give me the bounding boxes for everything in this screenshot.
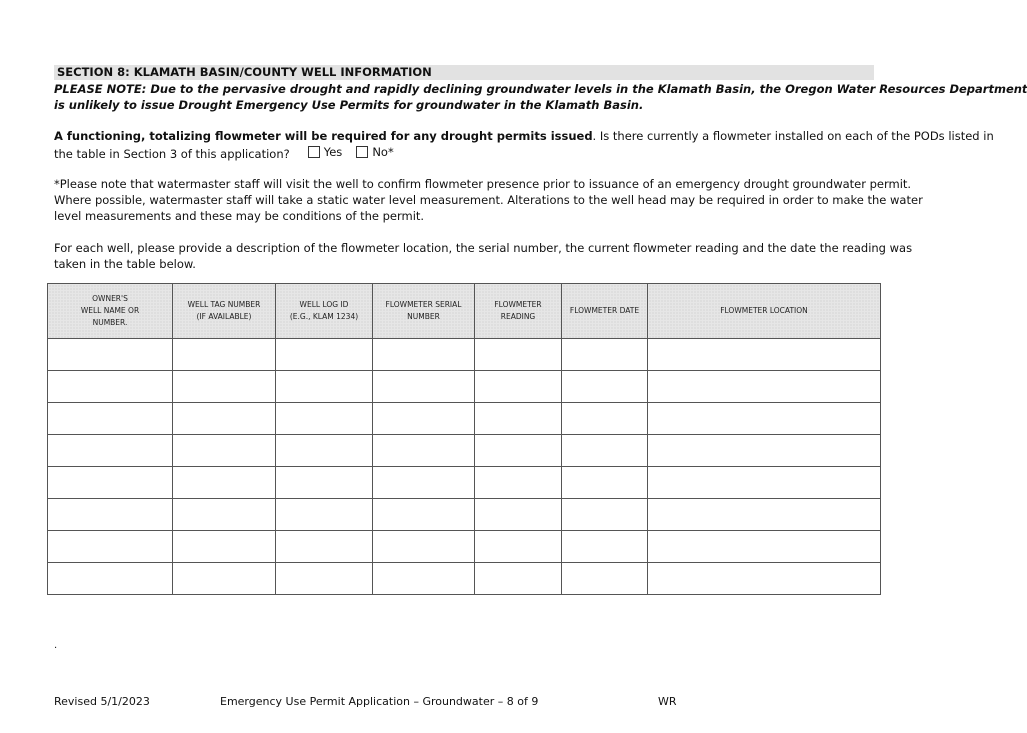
header-flowmeter-date <box>562 284 648 339</box>
footer-revised: Revised 5/1/2023 <box>54 695 150 708</box>
table-cell[interactable] <box>562 563 648 595</box>
table-cell[interactable] <box>648 563 881 595</box>
instructions-line: For each well, please provide a description of the flowmeter location, the serial number, the current flowmeter reading and the date the reading was <box>54 241 913 255</box>
flowmeter-requirement-bold: A functioning, totalizing flowmeter will be required for any drought permits issued <box>54 129 593 143</box>
table-cell[interactable] <box>475 499 562 531</box>
table-cell[interactable] <box>648 435 881 467</box>
table-cell[interactable] <box>373 435 475 467</box>
table-cell[interactable] <box>562 339 648 371</box>
table-cell[interactable] <box>475 371 562 403</box>
flowmeter-question-end: the table in Section 3 of this application? <box>54 147 290 161</box>
flowmeter-question-line <box>54 144 894 162</box>
table-cell[interactable] <box>648 531 881 563</box>
table-row <box>48 531 881 563</box>
table-cell[interactable] <box>373 499 475 531</box>
table-row <box>48 339 881 371</box>
table-cell[interactable] <box>276 403 373 435</box>
table-cell[interactable] <box>276 531 373 563</box>
table-header-row <box>48 284 881 339</box>
header-line: (IF AVAILABLE) <box>196 312 252 321</box>
header-line: WELL LOG ID <box>299 300 349 309</box>
watermaster-note <box>54 176 923 224</box>
table-cell[interactable] <box>276 499 373 531</box>
table-cell[interactable] <box>173 467 276 499</box>
table-cell[interactable] <box>648 403 881 435</box>
please-note-line: PLEASE NOTE: Due to the pervasive drought and rapidly declining groundwater levels in the Klamath Basin, the Oregon Water Resources Department <box>54 82 1027 96</box>
table-cell[interactable] <box>48 435 173 467</box>
table-cell[interactable] <box>648 371 881 403</box>
table-cell[interactable] <box>173 435 276 467</box>
table-cell[interactable] <box>48 467 173 499</box>
footer-code: WR <box>658 695 677 708</box>
table-row <box>48 371 881 403</box>
table-cell[interactable] <box>173 371 276 403</box>
table-cell[interactable] <box>173 499 276 531</box>
table-row <box>48 467 881 499</box>
table-cell[interactable] <box>48 531 173 563</box>
instructions <box>54 240 913 272</box>
yes-label: Yes <box>323 145 343 159</box>
table-cell[interactable] <box>475 435 562 467</box>
table-cell[interactable] <box>648 499 881 531</box>
table-cell[interactable] <box>373 371 475 403</box>
table-cell[interactable] <box>475 563 562 595</box>
please-note <box>54 81 1027 113</box>
table-cell[interactable] <box>276 435 373 467</box>
table-cell[interactable] <box>475 403 562 435</box>
table-cell[interactable] <box>648 339 881 371</box>
no-checkbox[interactable] <box>356 146 368 158</box>
no-option[interactable] <box>356 144 393 160</box>
table-row <box>48 403 881 435</box>
header-line: NUMBER <box>407 312 440 321</box>
header-line: NUMBER. <box>92 318 128 327</box>
header-line: WELL NAME OR <box>80 306 140 315</box>
watermaster-note-line: *Please note that watermaster staff will visit the well to confirm flowmeter presence prior to issuance of an emergency drought groundwater permit. <box>54 177 912 191</box>
table-row <box>48 563 881 595</box>
stray-mark: . <box>54 640 58 651</box>
header-line: WELL TAG NUMBER <box>187 300 261 309</box>
table-cell[interactable] <box>562 435 648 467</box>
header-line: (E.G., KLAM 1234) <box>289 312 359 321</box>
table-cell[interactable] <box>475 531 562 563</box>
table-cell[interactable] <box>48 563 173 595</box>
table-cell[interactable] <box>562 403 648 435</box>
header-line: OWNER'S <box>92 294 128 303</box>
header-flowmeter-serial <box>373 284 475 339</box>
table-cell[interactable] <box>373 531 475 563</box>
watermaster-note-line: level measurements and these may be conditions of the permit. <box>54 209 425 223</box>
section-header: SECTION 8: KLAMATH BASIN/COUNTY WELL INFORMATION <box>54 65 874 80</box>
table-cell[interactable] <box>276 339 373 371</box>
table-cell[interactable] <box>648 467 881 499</box>
watermaster-note-line: Where possible, watermaster staff will take a static water level measurement. Alterations to the well head may be required in order to make the water <box>54 193 923 207</box>
header-well-tag-number <box>173 284 276 339</box>
yes-option[interactable] <box>308 144 343 160</box>
flowmeter-question-text: . Is there currently a flowmeter installed on each of the PODs listed in <box>592 129 994 143</box>
footer-title: Emergency Use Permit Application – Groundwater – 8 of 9 <box>220 695 539 708</box>
header-line: FLOWMETER DATE <box>569 306 640 315</box>
table-cell[interactable] <box>48 499 173 531</box>
table-cell[interactable] <box>475 467 562 499</box>
table-cell[interactable] <box>373 403 475 435</box>
table-cell[interactable] <box>373 467 475 499</box>
table-cell[interactable] <box>48 371 173 403</box>
table-row <box>48 435 881 467</box>
table-cell[interactable] <box>276 467 373 499</box>
flowmeter-requirement <box>54 128 994 162</box>
table-cell[interactable] <box>475 339 562 371</box>
table-cell[interactable] <box>562 371 648 403</box>
no-label: No* <box>372 145 394 159</box>
table-cell[interactable] <box>173 403 276 435</box>
table-cell[interactable] <box>276 563 373 595</box>
header-line: FLOWMETER <box>494 300 542 309</box>
yes-checkbox[interactable] <box>308 146 320 158</box>
table-cell[interactable] <box>562 531 648 563</box>
table-cell[interactable] <box>173 339 276 371</box>
table-row <box>48 499 881 531</box>
header-line: READING <box>500 312 536 321</box>
flowmeter-options <box>308 144 408 162</box>
header-flowmeter-location <box>648 284 881 339</box>
table-cell[interactable] <box>562 499 648 531</box>
table-cell[interactable] <box>373 563 475 595</box>
table-cell[interactable] <box>48 339 173 371</box>
header-line: FLOWMETER LOCATION <box>720 306 808 315</box>
header-flowmeter-reading <box>475 284 562 339</box>
table-cell[interactable] <box>373 339 475 371</box>
header-well-log-id <box>276 284 373 339</box>
table-cell[interactable] <box>276 371 373 403</box>
please-note-line: is unlikely to issue Drought Emergency Use Permits for groundwater in the Klamath Basin. <box>54 98 644 112</box>
well-info-table <box>47 283 881 595</box>
header-line: FLOWMETER SERIAL <box>385 300 462 309</box>
flowmeter-requirement-line <box>54 128 994 144</box>
header-owner-well-name <box>48 284 173 339</box>
instructions-line: taken in the table below. <box>54 257 196 271</box>
table-cell[interactable] <box>562 467 648 499</box>
table-cell[interactable] <box>48 403 173 435</box>
table-cell[interactable] <box>173 563 276 595</box>
table-cell[interactable] <box>173 531 276 563</box>
